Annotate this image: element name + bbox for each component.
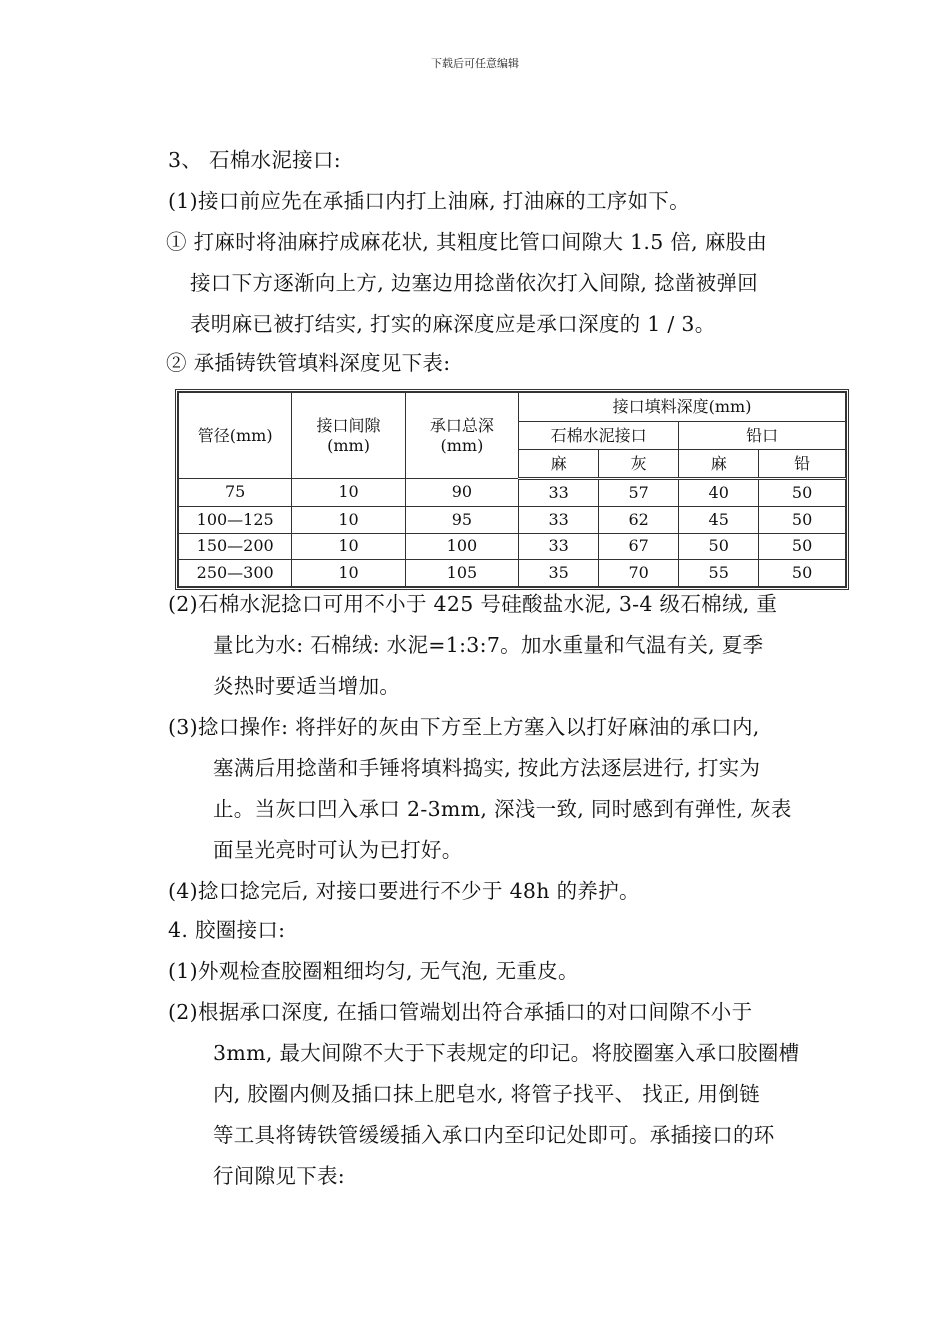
header-depth-unit: (mm)	[440, 435, 484, 455]
header-hemp: 麻	[519, 450, 599, 479]
cell: 33	[519, 533, 599, 560]
paragraph: 量比为水: 石棉绒: 水泥=1:3:7。加水重量和气温有关, 夏季	[213, 633, 764, 657]
paragraph: ① 打麻时将油麻拧成麻花状, 其粗度比管口间隙大 1.5 倍, 麻股由	[166, 230, 768, 254]
cell: 40	[679, 479, 759, 507]
cell: 62	[599, 506, 679, 533]
cell: 100	[405, 533, 518, 560]
cell: 90	[405, 479, 518, 507]
header-diameter: 管径(mm)	[179, 393, 292, 479]
cell: 100—125	[179, 506, 292, 533]
cell: 55	[679, 560, 759, 587]
header-asbestos-cement: 石棉水泥接口	[519, 422, 679, 450]
table-row	[179, 506, 846, 533]
cell: 45	[679, 506, 759, 533]
paragraph: 面呈光亮时可认为已打好。	[213, 838, 463, 862]
header-lead: 铅	[759, 450, 846, 479]
cell: 250—300	[179, 560, 292, 587]
cell: 10	[292, 506, 405, 533]
header-hemp-lead: 麻	[679, 450, 759, 479]
paragraph: (1)外观检查胶圈粗细均匀, 无气泡, 无重皮。	[168, 959, 579, 983]
table-row	[179, 533, 846, 560]
paragraph: 止。当灰口凹入承口 2-3mm, 深浅一致, 同时感到有弹性, 灰表	[213, 797, 792, 821]
filler-depth-table	[175, 389, 849, 590]
paragraph: (2)根据承口深度, 在插口管端划出符合承插口的对口间隙不小于	[168, 1000, 753, 1024]
cell: 95	[405, 506, 518, 533]
paragraph: 等工具将铸铁管缓缓插入承口内至印记处即可。承插接口的环	[213, 1123, 775, 1147]
cell: 150—200	[179, 533, 292, 560]
paragraph: 行间隙见下表:	[213, 1164, 346, 1188]
section-3-heading: 3、 石棉水泥接口:	[168, 148, 341, 172]
cell: 70	[599, 560, 679, 587]
page-header: 下载后可任意编辑	[431, 57, 519, 70]
cell: 50	[759, 506, 846, 533]
paragraph: (1)接口前应先在承插口内打上油麻, 打油麻的工序如下。	[168, 189, 690, 213]
header-gap-label: 接口间隙	[316, 415, 381, 435]
cell: 10	[292, 560, 405, 587]
cell: 67	[599, 533, 679, 560]
header-fill-depth: 接口填料深度(mm)	[519, 393, 846, 422]
cell: 50	[759, 533, 846, 560]
cell: 35	[519, 560, 599, 587]
cell: 57	[599, 479, 679, 507]
paragraph: (4)捻口捻完后, 对接口要进行不少于 48h 的养护。	[168, 879, 640, 903]
cell: 75	[179, 479, 292, 507]
table-row	[179, 560, 846, 587]
header-lead-joint: 铅口	[679, 422, 846, 450]
cell: 50	[759, 479, 846, 507]
cell: 33	[519, 506, 599, 533]
cell: 33	[519, 479, 599, 507]
cell: 10	[292, 533, 405, 560]
paragraph: 表明麻已被打结实, 打实的麻深度应是承口深度的 1 / 3。	[190, 312, 716, 336]
header-depth	[405, 393, 518, 479]
paragraph: (3)捻口操作: 将拌好的灰由下方至上方塞入以打好麻油的承口内,	[168, 715, 760, 739]
header-gap-unit: (mm)	[327, 435, 370, 455]
cell: 50	[759, 560, 846, 587]
paragraph: (2)石棉水泥捻口可用不小于 425 号硅酸盐水泥, 3-4 级石棉绒, 重	[168, 592, 778, 616]
paragraph: 塞满后用捻凿和手锤将填料捣实, 按此方法逐层进行, 打实为	[213, 756, 761, 780]
table-row	[179, 479, 846, 507]
header-depth-label: 承口总深	[429, 415, 494, 435]
cell: 10	[292, 479, 405, 507]
header-gap	[292, 393, 405, 479]
paragraph: 接口下方逐渐向上方, 边塞边用捻凿依次打入间隙, 捻凿被弹回	[190, 271, 759, 295]
paragraph: 内, 胶圈内侧及插口抹上肥皂水, 将管子找平、 找正, 用倒链	[213, 1082, 760, 1106]
cell: 105	[405, 560, 518, 587]
paragraph: 3mm, 最大间隙不大于下表规定的印记。将胶圈塞入承口胶圈槽	[213, 1041, 800, 1065]
paragraph: 炎热时要适当增加。	[213, 674, 401, 698]
section-4-heading: 4. 胶圈接口:	[168, 918, 286, 942]
paragraph: ② 承插铸铁管填料深度见下表:	[166, 351, 451, 375]
header-ash: 灰	[599, 450, 679, 479]
cell: 50	[679, 533, 759, 560]
